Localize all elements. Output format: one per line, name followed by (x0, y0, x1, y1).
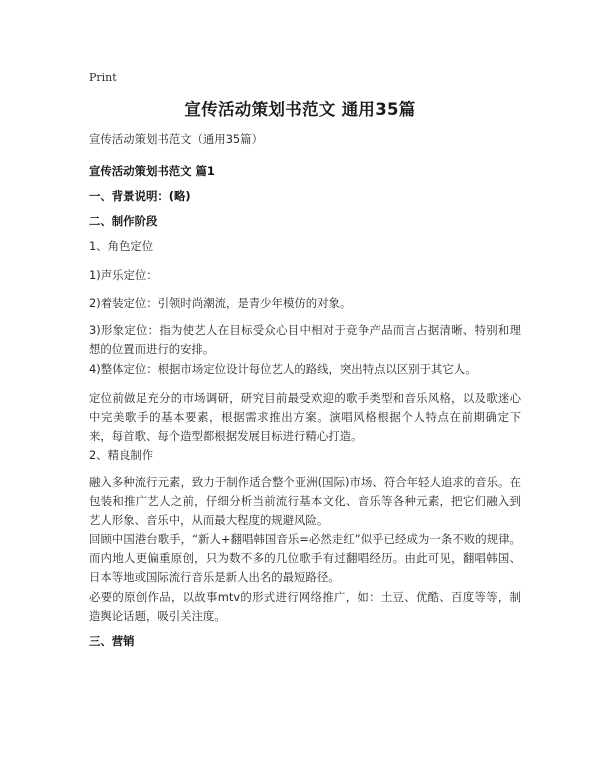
item-overall-positioning: 4)整体定位：根据市场定位设计每位艺人的路线，突出特点以区别于其它人。 (89, 362, 477, 376)
item-outfit-positioning: 2)着装定位：引领时尚潮流，是青少年模仿的对象。 (89, 296, 352, 310)
page-title: 宣传活动策划书范文 通用35篇 (184, 100, 416, 119)
paragraph-review: 回顾中国港台歌手，“新人+翻唱韩国音乐=必然走红”似乎已经成为一条不败的规律。而内地人更偏重原创，只为数不多的几位歌手有过翻唱经历。由此可见，翻唱韩国、日本等地或国际流行音乐是新人出名的最短路径。 (89, 532, 521, 584)
paragraph-positioning: 定位前做足充分的市场调研，研究目前最受欢迎的歌手类型和音乐风格，以及歌迷心中完美歌手的基本要素，根据需求推出方案。演唱风格根据个人特点在前期确定下来，每首歌、每个造型都根据发展目标进行精心打造。 (89, 391, 521, 443)
item-vocal-positioning: 1)声乐定位： (89, 268, 158, 282)
item-fine-production: 2、精良制作 (89, 448, 154, 462)
heading-background: 一、背景说明：(略) (89, 189, 191, 203)
heading-production: 二、制作阶段 (89, 214, 158, 228)
heading-marketing: 三、营销 (89, 634, 135, 648)
section-title: 宣传活动策划书范文 篇1 (89, 164, 215, 178)
document-subtitle: 宣传活动策划书范文（通用35篇） (89, 132, 263, 146)
paragraph-original-works: 必要的原创作品，以故事mtv的形式进行网络推广，如：土豆、优酷、百度等等，制造舆论话题，吸引关注度。 (89, 590, 521, 623)
item-image-positioning: 3)形象定位：指为使艺人在目标受众心目中相对于竞争产品而言占据清晰、特别和理想的位置而进行的安排。 (89, 323, 521, 356)
paragraph-production: 融入多种流行元素，致力于制作适合整个亚洲(国际)市场、符合年轻人追求的音乐。在包装和推广艺人之前，仔细分析当前流行基本文化、音乐等各种元素，把它们融入到艺人形象、音乐中，从而最大程度的规避风险。 (89, 475, 521, 527)
print-link[interactable]: Print (89, 71, 117, 84)
item-role-positioning: 1、角色定位 (89, 239, 154, 253)
